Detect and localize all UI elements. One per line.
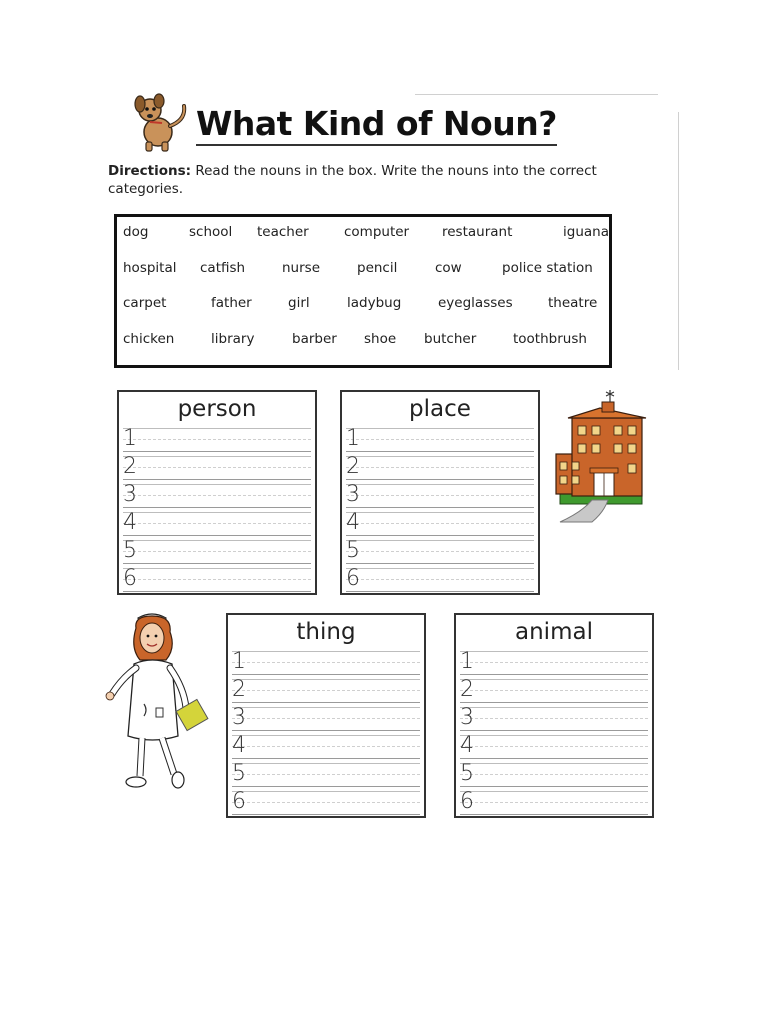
writing-line[interactable] [460,704,648,732]
line-number: 5 [460,761,474,786]
line-number: 4 [460,733,474,758]
word-bank-word: butcher [424,331,477,347]
writing-line[interactable] [123,453,311,481]
category-title: thing [296,619,356,645]
line-number: 1 [346,426,360,451]
word-bank-word: dog [123,224,149,240]
word-bank-word: ladybug [347,295,402,311]
line-number: 5 [232,761,246,786]
line-number: 4 [123,510,137,535]
word-bank-word: teacher [257,224,309,240]
directions [108,162,628,198]
writing-line[interactable] [346,453,534,481]
word-bank-word: father [211,295,252,311]
line-number: 2 [232,677,246,702]
writing-line[interactable] [232,648,420,676]
word-bank-word: shoe [364,331,397,347]
writing-line[interactable] [460,648,648,676]
line-number: 5 [346,538,360,563]
line-number: 4 [346,510,360,535]
line-number: 4 [232,733,246,758]
word-bank-word: catfish [200,260,246,276]
writing-line[interactable] [232,676,420,704]
directions-label: Directions: [108,163,192,179]
line-number: 3 [232,705,246,730]
word-bank-word: iguana [563,224,609,240]
line-number: 6 [232,789,246,814]
writing-line[interactable] [460,732,648,760]
word-bank-word: library [211,331,255,347]
word-bank-box [114,214,612,368]
person-box [117,390,317,595]
word-bank-word: computer [344,224,410,240]
word-bank-word: police station [502,260,593,276]
word-bank-word: eyeglasses [438,295,513,311]
nurse-illustration [104,608,216,794]
writing-line[interactable] [346,537,534,565]
writing-line[interactable] [346,509,534,537]
writing-line[interactable] [232,732,420,760]
writing-line[interactable] [123,509,311,537]
line-number: 2 [123,454,137,479]
writing-line[interactable] [460,676,648,704]
line-number: 3 [123,482,137,507]
writing-line[interactable] [346,565,534,593]
word-bank-word: toothbrush [513,331,587,347]
writing-line[interactable] [232,788,420,816]
line-number: 6 [123,566,137,591]
line-number: 6 [460,789,474,814]
line-number: 2 [346,454,360,479]
directions-text: Read the nouns in the box. Write the nouns into the correct categories. [108,163,597,197]
category-title: place [409,396,471,422]
writing-line[interactable] [346,481,534,509]
worksheet-title: What Kind of Noun? [196,104,557,146]
line-number: 1 [460,649,474,674]
word-bank-word: theatre [548,295,598,311]
word-bank-word: girl [288,295,310,311]
word-bank-word: restaurant [442,224,513,240]
line-number: 5 [123,538,137,563]
writing-line[interactable] [123,565,311,593]
line-number: 6 [346,566,360,591]
top-rule [415,94,658,95]
writing-line[interactable] [123,425,311,453]
writing-line[interactable] [346,425,534,453]
word-bank-word: nurse [282,260,321,276]
line-number: 2 [460,677,474,702]
right-rule [678,112,679,370]
dog-illustration [128,92,192,152]
word-bank-word: barber [292,331,337,347]
word-bank-word: school [189,224,233,240]
place-box [340,390,540,595]
thing-box [226,613,426,818]
line-number: 1 [123,426,137,451]
writing-line[interactable] [123,481,311,509]
writing-line[interactable] [123,537,311,565]
word-bank-word: hospital [123,260,177,276]
writing-line[interactable] [460,760,648,788]
line-number: 3 [460,705,474,730]
word-bank-word: cow [435,260,462,276]
word-bank-word: pencil [357,260,398,276]
word-bank-word: carpet [123,295,167,311]
category-title: animal [515,619,593,645]
school-building-illustration [552,388,648,528]
writing-line[interactable] [232,704,420,732]
line-number: 3 [346,482,360,507]
animal-box [454,613,654,818]
writing-line[interactable] [232,760,420,788]
word-bank-word: chicken [123,331,175,347]
category-title: person [177,396,257,422]
line-number: 1 [232,649,246,674]
writing-line[interactable] [460,788,648,816]
